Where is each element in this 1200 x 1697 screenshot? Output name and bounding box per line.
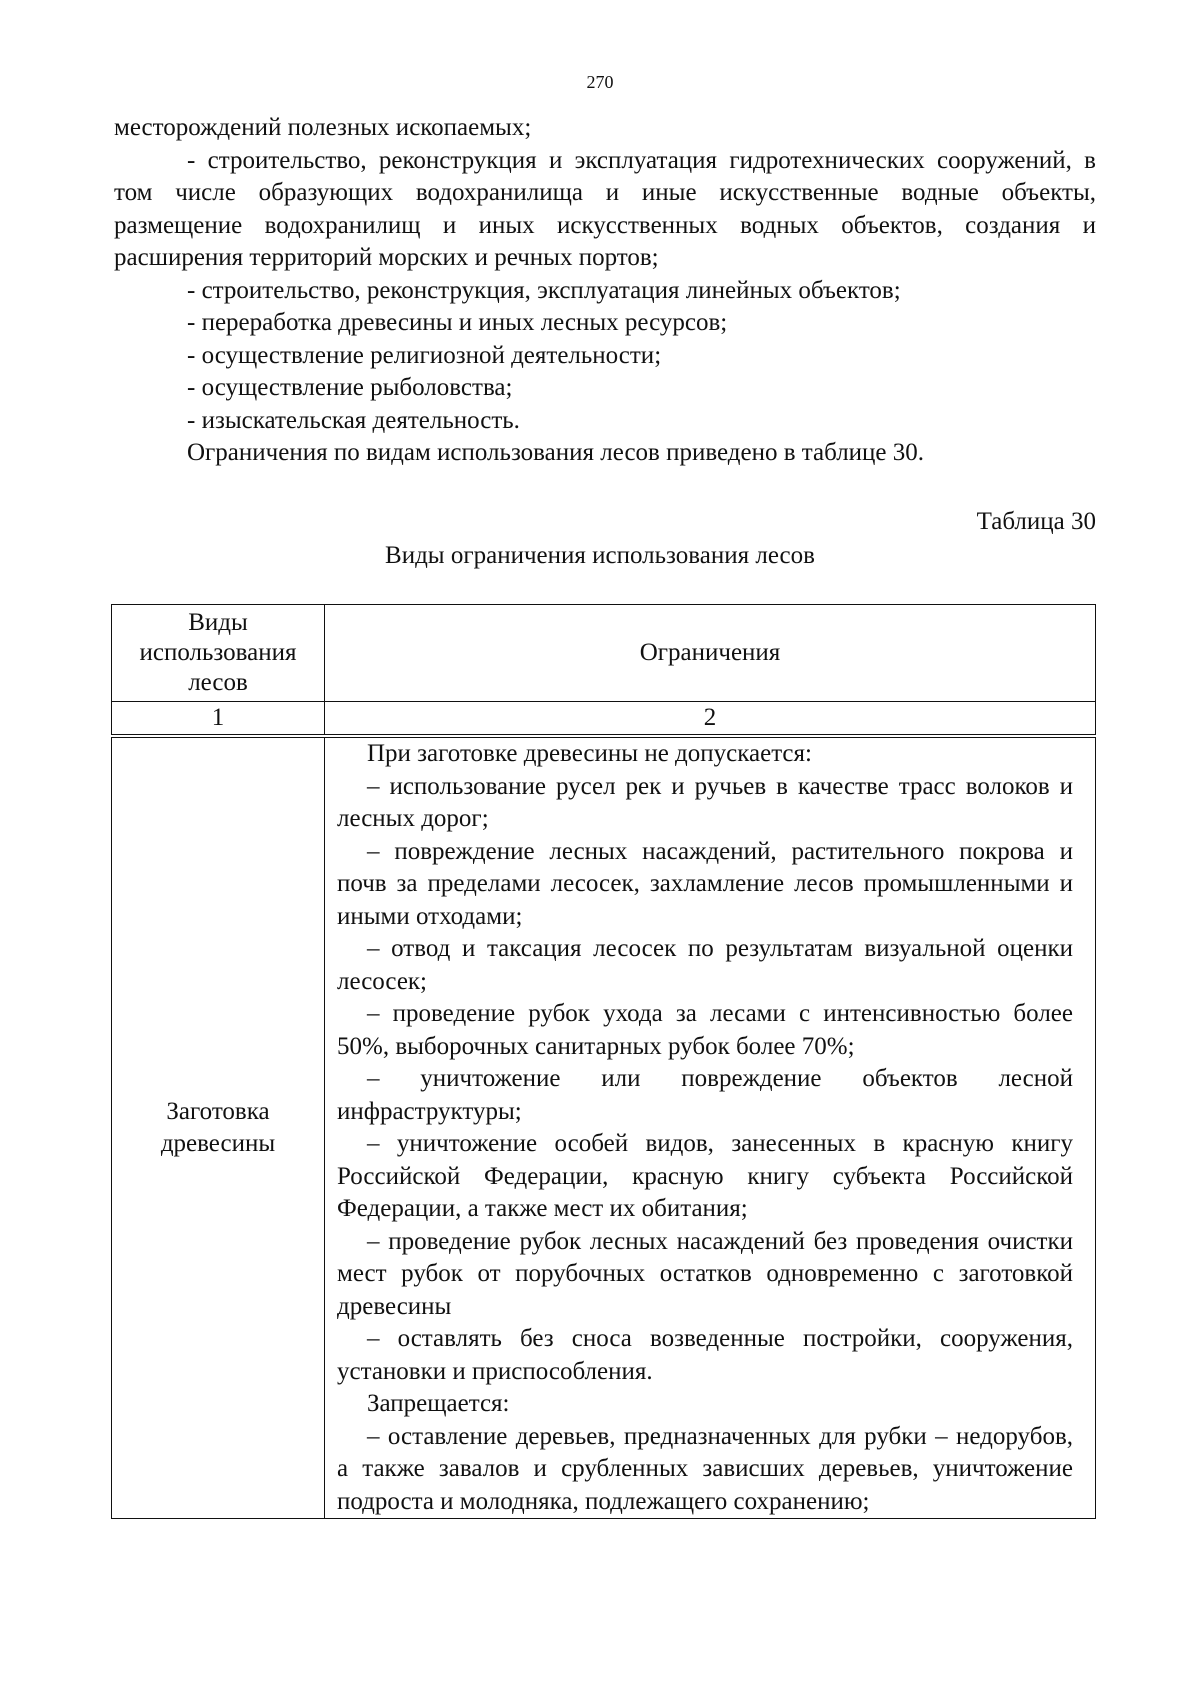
paragraph: Ограничения по видам использования лесов приведено в таблице 30. (187, 439, 925, 466)
restrictions-cell (325, 736, 1096, 1519)
list-item: - изыскательская деятельность. (187, 406, 520, 434)
restriction-item: – оставлять без сноса возведенные постройки, сооружения, установки и приспособления. (337, 1325, 1073, 1385)
restriction-item: – уничтожение или повреждение объектов лесной инфраструктуры; (337, 1065, 1073, 1125)
restriction-item: – уничтожение особей видов, занесенных в красную книгу Российской Федерации, красную книгу субъекта Российской Федерации, а также мест их обитания; (337, 1130, 1073, 1222)
restriction-item: – проведение рубок лесных насаждений без проведения очистки мест рубок от порубочных остатков одновременно с заготовкой древесины (337, 1227, 1073, 1320)
restriction-item: – проведение рубок ухода за лесами с интенсивностью более 50%, выборочных санитарных рубок более 70%; (337, 1000, 1073, 1060)
body-text (114, 112, 1096, 470)
restrictions-table (111, 604, 1096, 1519)
page-number: 270 (586, 72, 614, 92)
list-item: - осуществление религиозной деятельности; (187, 341, 662, 369)
restriction-item: – повреждение лесных насаждений, растительного покрова и почв за пределами лесосек, захламление лесов промышленными и иными отходами; (337, 837, 1073, 930)
list-item: - строительство, реконструкция, эксплуатация линейных объектов; (187, 276, 901, 304)
restriction-item: Запрещается: (367, 1390, 510, 1417)
header-cell-restrictions: Ограничения (325, 605, 1096, 702)
restriction-item: – оставление деревьев, предназначенных для рубки – недорубов, а также завалов и срубленных зависших деревьев, уничтожение подроста и молодняка, подлежащего сохранению; (337, 1422, 1073, 1515)
list-item: - переработка древесины и иных лесных ресурсов; (187, 309, 728, 336)
table-label: Таблица 30 (976, 508, 1096, 535)
table-header-row (112, 605, 1096, 702)
restriction-item: – использование русел рек и ручьев в качестве трасс волоков и лесных дорог; (337, 772, 1073, 832)
table-row (112, 736, 1096, 1519)
header-cell-use-types: Виды использования лесов (112, 605, 325, 702)
list-item: - осуществление рыболовства; (187, 374, 513, 401)
restriction-item: При заготовке древесины не допускается: (367, 740, 812, 767)
column-number-1: 1 (112, 702, 325, 737)
restriction-item: – отвод и таксация лесосек по результатам визуальной оценки лесосек; (337, 935, 1073, 995)
column-number-2: 2 (325, 702, 1096, 737)
table-title: Виды ограничения использования лесов (385, 542, 815, 569)
list-item: - строительство, реконструкция и эксплуатация гидротехнических сооружений, в том числе образующих водохранилища и иные искусственные водные объекты, размещение водохранилищ и иных искусственных водных объектов, создания и расширения территорий морских и речных портов; (114, 146, 1096, 271)
table-number-row (112, 702, 1096, 737)
paragraph: месторождений полезных ископаемых; (114, 114, 532, 141)
use-type-cell: Заготовка древесины (112, 736, 325, 1519)
